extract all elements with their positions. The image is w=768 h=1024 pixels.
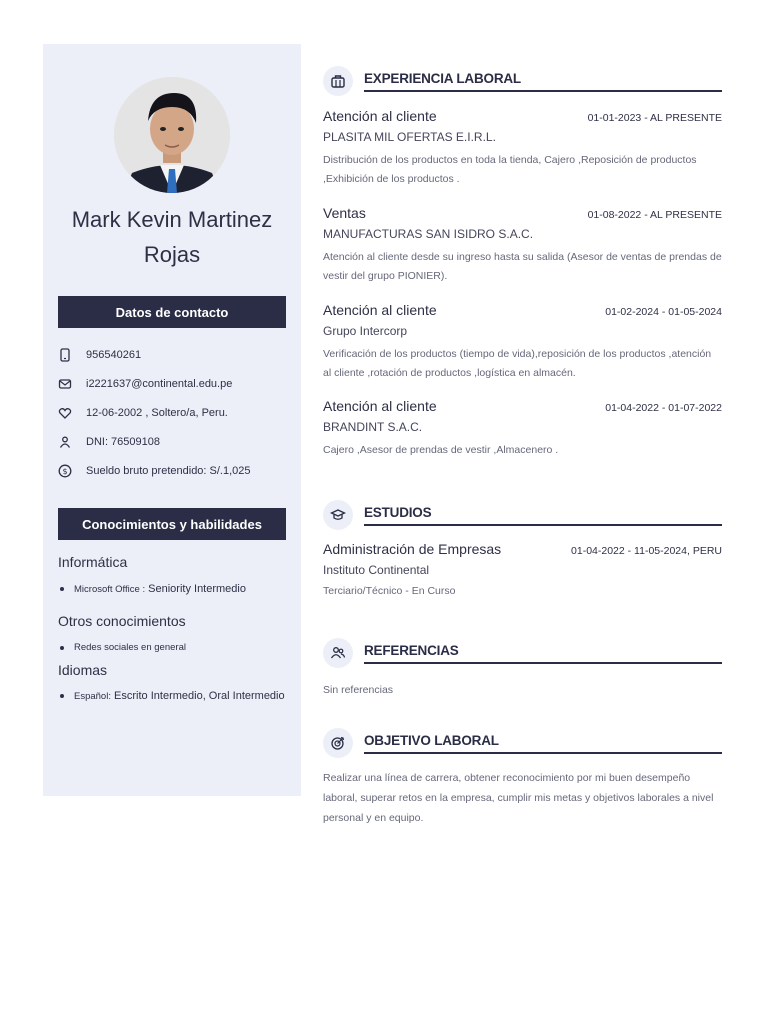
section-divider <box>364 524 722 526</box>
section-divider <box>364 662 722 664</box>
skill-item <box>58 642 293 653</box>
job-description: Distribución de los productos en toda la tienda, Cajero ,Reposición de productos ,Exhibición de los productos . <box>323 154 697 185</box>
heart-icon <box>58 406 72 420</box>
experience-title: EXPERIENCIA LABORAL <box>364 71 521 86</box>
contact-birth-text: 12-06-2002 , Soltero/a, Peru. <box>86 406 228 419</box>
job-date: 01-04-2022 - 01-07-2022 <box>605 402 722 414</box>
contact-dni <box>58 427 293 456</box>
contact-salary-text: Sueldo bruto pretendido: S/.1,025 <box>86 464 251 477</box>
profile-name: Mark Kevin Martinez Rojas <box>71 207 273 267</box>
objective-title: OBJETIVO LABORAL <box>364 733 499 748</box>
job-title: Atención al cliente <box>323 302 437 318</box>
bullet <box>60 587 64 591</box>
skill-item-text: Redes sociales en general <box>74 642 186 653</box>
mail-icon <box>58 377 72 391</box>
references-section-header <box>323 638 722 668</box>
education-date: 01-04-2022 - 11-05-2024, PERU <box>571 545 722 557</box>
objective-section-header <box>323 728 722 758</box>
education-title: ESTUDIOS <box>364 505 432 520</box>
job-entry <box>323 398 722 460</box>
education-entry <box>323 541 722 601</box>
skill-item <box>58 690 293 702</box>
graduation-cap-icon <box>323 500 353 530</box>
contact-birth <box>58 398 293 427</box>
education-level: Terciario/Técnico - En Curso <box>323 585 456 597</box>
bullet <box>60 694 64 698</box>
job-title: Atención al cliente <box>323 108 437 124</box>
skill-category-otros: Otros conocimientos <box>58 613 186 629</box>
job-company: BRANDINT S.A.C. <box>323 420 423 434</box>
bullet <box>60 646 64 650</box>
contact-salary <box>58 456 293 485</box>
briefcase-icon <box>323 66 353 96</box>
job-title: Ventas <box>323 205 366 221</box>
people-icon <box>323 638 353 668</box>
contact-list <box>58 340 293 485</box>
education-section-header <box>323 500 722 530</box>
person-icon <box>58 435 72 449</box>
contact-header: Datos de contacto <box>58 296 286 328</box>
skills-header: Conocimientos y habilidades <box>58 508 286 540</box>
sidebar <box>43 44 301 796</box>
contact-email <box>58 369 293 398</box>
contact-dni-text: DNI: 76509108 <box>86 435 160 448</box>
skill-category-idiomas: Idiomas <box>58 662 108 678</box>
profile-photo-illustration <box>114 77 230 193</box>
profile-photo <box>114 77 230 193</box>
job-company: MANUFACTURAS SAN ISIDRO S.A.C. <box>323 227 534 241</box>
job-title: Atención al cliente <box>323 398 437 414</box>
job-entry <box>323 205 722 286</box>
job-entry <box>323 302 722 383</box>
education-title-text: Administración de Empresas <box>323 541 502 557</box>
section-divider <box>364 752 722 754</box>
education-institution: Instituto Continental <box>323 563 430 577</box>
references-title: REFERENCIAS <box>364 643 459 658</box>
skill-category-informatica: Informática <box>58 554 128 570</box>
skill-item-text: Seniority Intermedio <box>148 583 246 595</box>
skill-item-prefix: Español: <box>74 690 111 702</box>
contact-phone-text: 956540261 <box>86 348 142 361</box>
phone-icon <box>58 348 72 362</box>
contact-phone <box>58 340 293 369</box>
job-description: Cajero ,Asesor de prendas de vestir ,Almacenero . <box>323 444 559 456</box>
job-description: Atención al cliente desde su ingreso hasta su salida (Asesor de ventas de prendas de vestir del grupo PIONIER). <box>323 251 722 282</box>
job-date: 01-08-2022 - AL PRESENTE <box>587 209 722 221</box>
job-company: PLASITA MIL OFERTAS E.I.R.L. <box>323 130 496 144</box>
dollar-icon <box>58 464 72 478</box>
skill-item-prefix: Microsoft Office : <box>74 583 146 595</box>
job-date: 01-01-2023 - AL PRESENTE <box>587 112 722 124</box>
objective-text: Realizar una línea de carrera, obtener reconocimiento por mi buen desempeño laboral, superar retos en la empresa, cumplir mis metas y objetivos laborales a nivel personal y en equipo. <box>323 772 714 824</box>
contact-email-text: i2221637@continental.edu.pe <box>86 377 233 390</box>
references-text: Sin referencias <box>323 684 394 696</box>
job-entry <box>323 108 722 189</box>
job-company: Grupo Intercorp <box>323 324 408 338</box>
svg-text:$: $ <box>62 466 68 476</box>
skill-item-text: Escrito Intermedio, Oral Intermedio <box>114 690 285 702</box>
skill-item <box>58 583 293 595</box>
job-date: 01-02-2024 - 01-05-2024 <box>605 306 722 318</box>
target-icon <box>323 728 353 758</box>
job-description: Verificación de los productos (tiempo de vida),reposición de los productos ,atención al cliente ,rotación de productos ,logística en almacén. <box>323 348 712 379</box>
section-divider <box>364 90 722 92</box>
experience-section-header <box>323 66 722 96</box>
